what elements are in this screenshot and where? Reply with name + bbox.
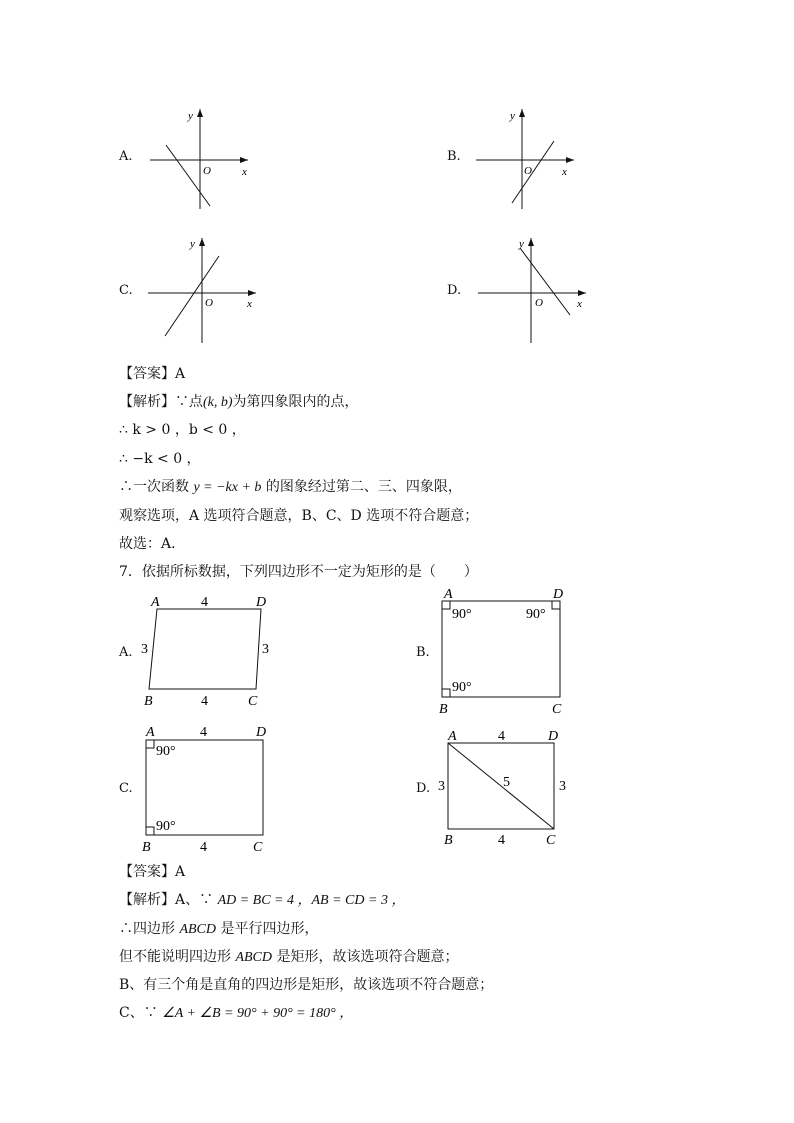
option-b-graph — [466, 105, 586, 213]
q6-analysis-line5: 观察选项，A 选项符合题意，B、C、D 选项不符合题意； — [119, 508, 479, 524]
label-top: 4 — [498, 729, 505, 744]
label-top: 4 — [201, 595, 208, 610]
option-c-graph — [140, 235, 265, 345]
x-axis-arrow — [566, 157, 574, 163]
y-axis-label: y — [519, 238, 524, 250]
parallelogram — [149, 609, 261, 689]
angle-A-label: 90° — [156, 744, 176, 759]
vertex-B: B — [439, 702, 448, 717]
y-axis-arrow — [528, 238, 534, 246]
option-a-label: A. — [119, 149, 133, 164]
q6-analysis-line4: ∴一次函数 y = −kx + b 的图象经过第二、三、四象限， — [119, 479, 462, 495]
q7-option-c-figure — [135, 722, 280, 857]
x-axis-arrow — [240, 157, 248, 163]
q7-answer: 【答案】A — [119, 864, 186, 880]
vertex-C: C — [253, 840, 263, 855]
vertex-B: B — [142, 840, 151, 855]
vertex-B: B — [144, 694, 153, 709]
q7-analysis-line4: B、有三个角是直角的四边形是矩形，故该选项不符合题意； — [119, 977, 494, 993]
diagonal-AC — [448, 743, 554, 829]
vertex-A: A — [146, 725, 155, 740]
vertex-B: B — [444, 833, 453, 848]
x-axis-arrow — [248, 290, 256, 296]
y-axis-arrow — [519, 109, 525, 117]
q6-analysis-line3: ∴ −k < 0 ， — [119, 451, 201, 467]
vertex-A: A — [444, 587, 453, 602]
q7-option-d-figure — [432, 722, 577, 857]
x-axis-label: x — [577, 298, 582, 310]
label-bottom: 4 — [498, 833, 505, 848]
y-axis-label: y — [188, 110, 193, 122]
q6-answer: 【答案】A — [119, 366, 186, 382]
x-axis-label: x — [562, 166, 567, 178]
vertex-C: C — [546, 833, 556, 848]
origin-label: O — [535, 297, 543, 309]
origin-label: O — [203, 165, 211, 177]
label-right: 3 — [559, 779, 566, 794]
q7-option-d-label: D. — [416, 781, 431, 796]
label-bottom: 4 — [200, 840, 207, 855]
vertex-A: A — [448, 729, 457, 744]
vertex-A: A — [151, 595, 160, 610]
vertex-C: C — [552, 702, 562, 717]
option-c-label: C. — [119, 283, 133, 298]
q7-analysis-line2: ∴四边形 ABCD 是平行四边形， — [119, 921, 319, 937]
vertex-C: C — [248, 694, 258, 709]
q7-option-b-figure — [432, 585, 577, 720]
option-a-graph — [140, 105, 260, 213]
right-angle-B — [442, 689, 450, 697]
vertex-D: D — [548, 729, 559, 744]
q7-option-b-label: B. — [416, 645, 430, 660]
label-diagonal: 5 — [503, 775, 510, 790]
q7-option-a-figure — [135, 590, 285, 715]
q7-stem: 7．依据所标数据，下列四边形不一定为矩形的是（ ） — [119, 564, 478, 580]
q6-analysis-line1: 【解析】∵点(k, b)为第四象限内的点， — [119, 394, 359, 410]
q6-analysis-line2: ∴ k > 0 ，b < 0 ， — [119, 422, 246, 438]
angle-B-label: 90° — [452, 680, 472, 695]
option-d-label: D. — [447, 283, 462, 298]
label-left: 3 — [438, 779, 445, 794]
label-bottom: 4 — [201, 694, 208, 709]
right-angle-A — [146, 740, 154, 748]
origin-label: O — [205, 297, 213, 309]
x-axis-label: x — [242, 166, 247, 178]
q6-analysis-line6: 故选：A． — [119, 536, 186, 552]
function-line — [512, 141, 554, 203]
right-angle-D — [552, 601, 560, 609]
y-axis-arrow — [199, 238, 205, 246]
vertex-D: D — [256, 725, 267, 740]
angle-D-label: 90° — [526, 607, 546, 622]
angle-B-label: 90° — [156, 819, 176, 834]
option-b-label: B. — [447, 149, 461, 164]
function-line — [165, 256, 219, 336]
label-left: 3 — [141, 642, 148, 657]
option-d-graph — [470, 235, 595, 345]
function-line — [520, 248, 570, 315]
q7-analysis-line1: 【解析】A、∵ AD = BC = 4 ，AB = CD = 3 ， — [119, 892, 406, 908]
origin-label: O — [524, 165, 532, 177]
y-axis-label: y — [510, 110, 515, 122]
vertex-D: D — [256, 595, 267, 610]
right-angle-A — [442, 601, 450, 609]
label-right: 3 — [262, 642, 269, 657]
angle-A-label: 90° — [452, 607, 472, 622]
x-axis-label: x — [247, 298, 252, 310]
label-top: 4 — [200, 725, 207, 740]
q7-option-a-label: A. — [119, 645, 133, 660]
right-angle-B — [146, 827, 154, 835]
x-axis-arrow — [578, 290, 586, 296]
q7-option-c-label: C. — [119, 781, 133, 796]
vertex-D: D — [553, 587, 564, 602]
q7-analysis-line3: 但不能说明四边形 ABCD 是矩形，故该选项符合题意； — [119, 949, 459, 965]
y-axis-arrow — [197, 109, 203, 117]
q7-analysis-line5: C、∵ ∠A + ∠B = 90° + 90° = 180° ， — [119, 1005, 354, 1021]
y-axis-label: y — [190, 238, 195, 250]
